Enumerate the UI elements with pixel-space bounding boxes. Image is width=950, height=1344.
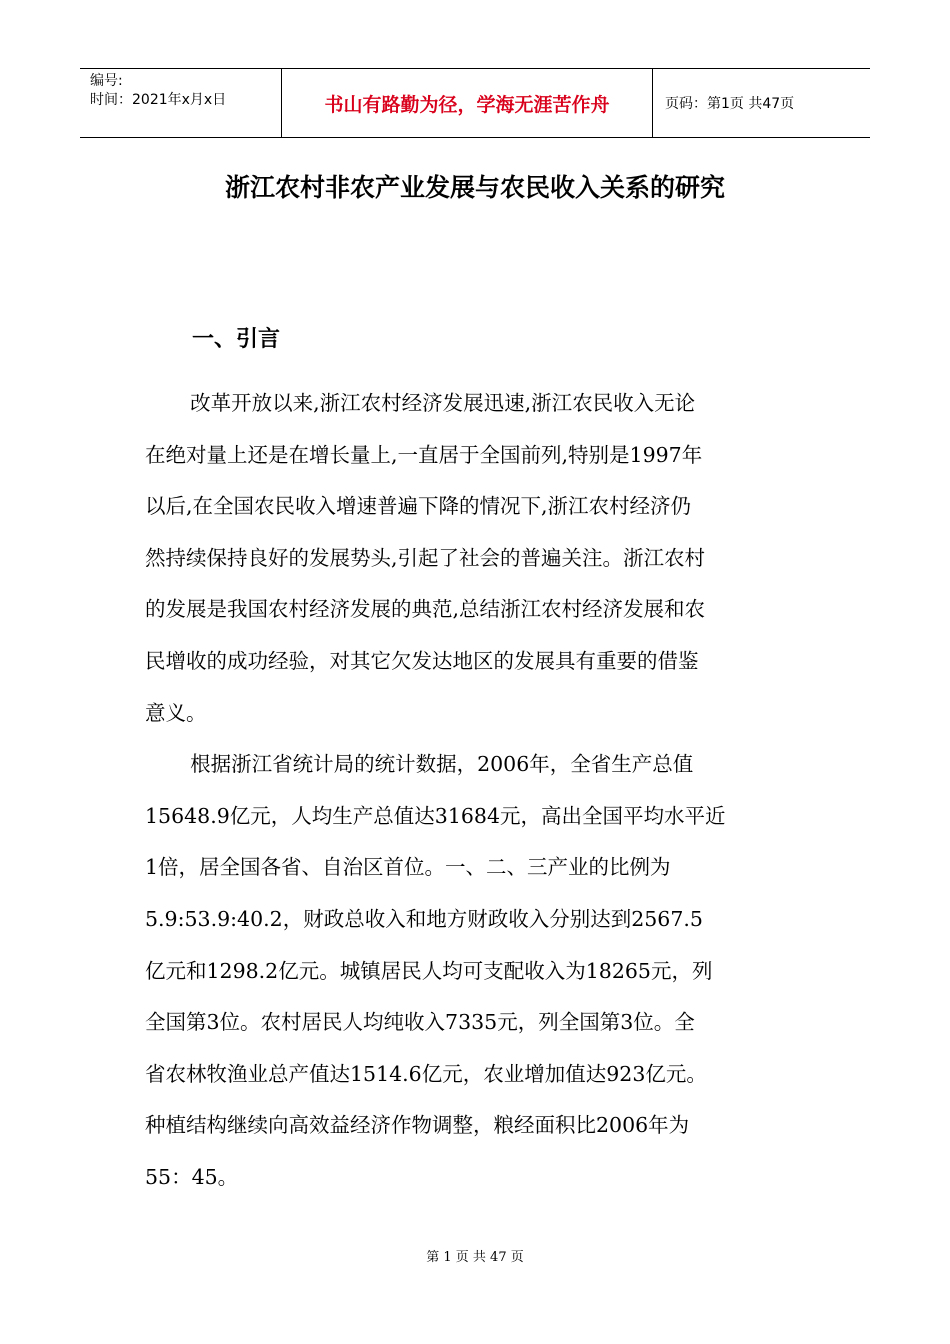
time-label: 时间：2021年x月x日 bbox=[90, 92, 227, 108]
text-line: 以后,在全国农民收入增速普遍下降的情况下,浙江农村经济仍 bbox=[145, 494, 692, 519]
header-meta bbox=[80, 69, 281, 137]
body-text bbox=[145, 378, 805, 1204]
text-line: 根据浙江省统计局的统计数据，2006年，全省生产总值 bbox=[190, 752, 694, 777]
text-line: 然持续保持良好的发展势头,引起了社会的普遍关注。浙江农村 bbox=[145, 545, 706, 570]
number-label: 编号: bbox=[90, 73, 123, 89]
text-line: 省农林牧渔业总产值达1514.6亿元，农业增加值达923亿元。 bbox=[145, 1061, 707, 1086]
text-line: 的发展是我国农村经济发展的典范,总结浙江农村经济发展和农 bbox=[145, 597, 706, 622]
text-line: 种植结构继续向高效益经济作物调整，粮经面积比2006年为 bbox=[145, 1113, 690, 1138]
text-line: 改革开放以来,浙江农村经济发展迅速,浙江农民收入无论 bbox=[190, 391, 696, 415]
text-line: 意义。 bbox=[145, 700, 207, 725]
text-line: 民增收的成功经验，对其它欠发达地区的发展具有重要的借鉴 bbox=[145, 648, 699, 673]
page-footer: 第 1 页 共 47 页 bbox=[426, 1250, 524, 1265]
motto: 书山有路勤为径，学海无涯苦作舟 bbox=[281, 69, 653, 137]
section-heading: 一、引言 bbox=[192, 327, 281, 352]
text-line: 15648.9亿元，人均生产总值达31684元，高出全国平均水平近 bbox=[145, 803, 726, 828]
document-title: 浙江农村非农产业发展与农民收入关系的研究 bbox=[224, 173, 725, 202]
text-line: 55：45。 bbox=[145, 1164, 239, 1189]
document-header bbox=[80, 68, 870, 138]
paragraph-2 bbox=[145, 739, 805, 1203]
text-line: 在绝对量上还是在增长量上,一直居于全国前列,特别是1997年 bbox=[145, 442, 703, 467]
text-line: 全国第3位。农村居民人均纯收入7335元，列全国第3位。全 bbox=[145, 1010, 695, 1035]
text-line: 1倍，居全国各省、自治区首位。一、二、三产业的比例为 bbox=[145, 855, 671, 880]
text-line: 亿元和1298.2亿元。城镇居民人均可支配收入为18265元，列 bbox=[145, 958, 713, 983]
paragraph-1 bbox=[145, 378, 805, 739]
text-line: 5.9:53.9:40.2，财政总收入和地方财政收入分别达到2567.5 bbox=[145, 906, 703, 931]
page-info: 页码：第1页 共47页 bbox=[665, 96, 795, 112]
